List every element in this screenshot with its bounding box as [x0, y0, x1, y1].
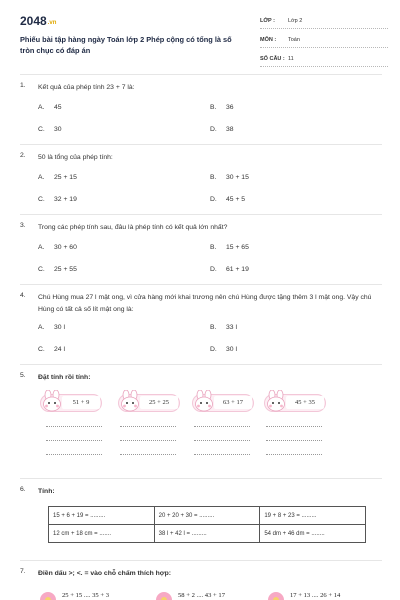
- table-cell[interactable]: 19 + 8 + 23 = .........: [260, 507, 366, 525]
- calc-expression: 51 + 9: [62, 396, 100, 409]
- option-letter: D.: [210, 196, 217, 203]
- logo-tld: .vn: [47, 20, 57, 26]
- bunny-icon: [120, 390, 140, 412]
- flower-icon: [268, 592, 284, 600]
- calc-card-2: [118, 390, 180, 414]
- table-cell[interactable]: 12 cm + 18 cm = .......: [49, 525, 155, 543]
- option-text: 24 l: [54, 346, 65, 353]
- meta-key: MÔN :: [260, 37, 277, 43]
- option-b[interactable]: [210, 244, 249, 251]
- option-letter: C.: [38, 196, 45, 203]
- table-cell[interactable]: 54 dm + 46 dm = ........: [260, 525, 366, 543]
- divider: [20, 144, 382, 145]
- worksheet: [6, 4, 394, 600]
- divider: [20, 284, 382, 285]
- option-d[interactable]: [210, 196, 245, 203]
- compare-expression[interactable]: 17 + 13 .... 26 + 14: [290, 592, 341, 599]
- question-number: 1.: [20, 82, 26, 89]
- bunny-icon: [42, 390, 62, 412]
- option-c[interactable]: [38, 346, 65, 353]
- table-row: [49, 525, 366, 543]
- option-letter: A.: [38, 244, 45, 251]
- calc-card-3: [192, 390, 254, 414]
- option-text: 33 l: [226, 324, 237, 331]
- question-text: Đặt tính rồi tính:: [38, 374, 91, 381]
- table-row: [49, 507, 366, 525]
- answer-line[interactable]: [120, 454, 176, 455]
- option-text: 25 + 55: [54, 266, 77, 273]
- answer-line[interactable]: [266, 440, 322, 441]
- calc-expression: 45 + 35: [286, 396, 324, 409]
- logo: [20, 14, 56, 28]
- answer-line[interactable]: [46, 440, 102, 441]
- calc-card-4: [264, 390, 326, 414]
- answer-line[interactable]: [266, 454, 322, 455]
- question-text: Chú Hùng mua 27 l mật ong, vì cửa hàng mới khai trương nên chú Hùng được tặng thêm 3 l mật ong. Vậy chú Hùng có tất cả số lít mật ong là:: [38, 294, 372, 313]
- answer-line[interactable]: [46, 426, 102, 427]
- option-text: 30: [54, 126, 62, 133]
- option-letter: C.: [38, 126, 45, 133]
- header: [20, 12, 388, 72]
- divider: [20, 214, 382, 215]
- option-text: 25 + 15: [54, 174, 77, 181]
- option-d[interactable]: [210, 266, 249, 273]
- answer-line[interactable]: [194, 426, 250, 427]
- option-text: 30 l: [226, 346, 237, 353]
- bunny-icon: [194, 390, 214, 412]
- meta-key: SỐ CÂU :: [260, 56, 285, 62]
- option-text: 30 + 60: [54, 244, 77, 251]
- option-d[interactable]: [210, 126, 234, 133]
- table-cell[interactable]: 38 l + 42 l = .........: [154, 525, 260, 543]
- option-letter: A.: [38, 174, 45, 181]
- question-text: Kết quả của phép tính 23 + 7 là:: [38, 84, 135, 91]
- option-a[interactable]: [38, 104, 62, 111]
- option-d[interactable]: [210, 346, 237, 353]
- meta-value: 11: [288, 56, 294, 62]
- calc-expression: 63 + 17: [214, 396, 252, 409]
- flower-icon: [40, 592, 56, 600]
- divider: [20, 478, 382, 479]
- meta-value: Lớp 2: [288, 18, 303, 24]
- compare-expression[interactable]: 58 + 2 .... 43 + 17: [178, 592, 225, 599]
- option-letter: B.: [210, 104, 217, 111]
- option-a[interactable]: [38, 244, 77, 251]
- flower-icon: [156, 592, 172, 600]
- calc-table: [48, 506, 366, 543]
- option-text: 15 + 65: [226, 244, 249, 251]
- option-text: 32 + 19: [54, 196, 77, 203]
- answer-line[interactable]: [120, 440, 176, 441]
- option-letter: C.: [38, 346, 45, 353]
- answer-line[interactable]: [194, 440, 250, 441]
- divider: [20, 74, 382, 75]
- option-text: 45: [54, 104, 62, 111]
- question-number: 2.: [20, 152, 26, 159]
- question-number: 6.: [20, 486, 26, 493]
- question-text: Trong các phép tính sau, đâu là phép tính có kết quả lớn nhất?: [38, 224, 228, 231]
- option-letter: A.: [38, 104, 45, 111]
- meta-key: LỚP :: [260, 18, 275, 24]
- compare-expression[interactable]: 25 + 15 .... 35 + 3: [62, 592, 109, 599]
- option-text: 38: [226, 126, 234, 133]
- calc-expression: 25 + 25: [140, 396, 178, 409]
- option-b[interactable]: [210, 104, 234, 111]
- meta-value: Toán: [288, 37, 300, 43]
- calc-card-1: [40, 390, 102, 414]
- option-letter: B.: [210, 174, 217, 181]
- option-text: 30 l: [54, 324, 65, 331]
- option-letter: B.: [210, 324, 217, 331]
- answer-line[interactable]: [194, 454, 250, 455]
- meta-row-class: [260, 14, 388, 29]
- divider: [20, 560, 382, 561]
- option-c[interactable]: [38, 266, 77, 273]
- question-text: 50 là tổng của phép tính:: [38, 154, 113, 161]
- option-text: 61 + 19: [226, 266, 249, 273]
- answer-line[interactable]: [266, 426, 322, 427]
- option-text: 45 + 5: [226, 196, 246, 203]
- option-letter: D.: [210, 266, 217, 273]
- sheet-title: Phiếu bài tập hàng ngày Toán lớp 2 Phép cộng có tổng là số tròn chục có đáp án: [20, 35, 232, 55]
- answer-line[interactable]: [46, 454, 102, 455]
- option-a[interactable]: [38, 174, 77, 181]
- question-number: 4.: [20, 292, 26, 299]
- option-letter: D.: [210, 346, 217, 353]
- option-c[interactable]: [38, 196, 77, 203]
- table-cell[interactable]: 20 + 20 + 30 = .........: [154, 507, 260, 525]
- option-letter: B.: [210, 244, 217, 251]
- question-text: Điền dấu >; <. = vào chỗ chấm thích hợp:: [38, 570, 172, 577]
- option-b[interactable]: [210, 324, 237, 331]
- meta-info: [260, 14, 388, 71]
- question-text: Tính:: [38, 488, 55, 495]
- meta-row-subject: [260, 33, 388, 48]
- question-number: 3.: [20, 222, 26, 229]
- table-cell[interactable]: 15 + 6 + 19 = .........: [49, 507, 155, 525]
- option-b[interactable]: [210, 174, 249, 181]
- option-letter: C.: [38, 266, 45, 273]
- option-text: 36: [226, 104, 234, 111]
- divider: [20, 364, 382, 365]
- option-c[interactable]: [38, 126, 62, 133]
- meta-row-count: [260, 52, 388, 67]
- option-letter: D.: [210, 126, 217, 133]
- answer-line[interactable]: [120, 426, 176, 427]
- option-letter: A.: [38, 324, 45, 331]
- option-text: 30 + 15: [226, 174, 249, 181]
- bunny-icon: [266, 390, 286, 412]
- option-a[interactable]: [38, 324, 65, 331]
- question-number: 7.: [20, 568, 26, 575]
- logo-text: 2048: [20, 14, 47, 28]
- question-number: 5.: [20, 372, 26, 379]
